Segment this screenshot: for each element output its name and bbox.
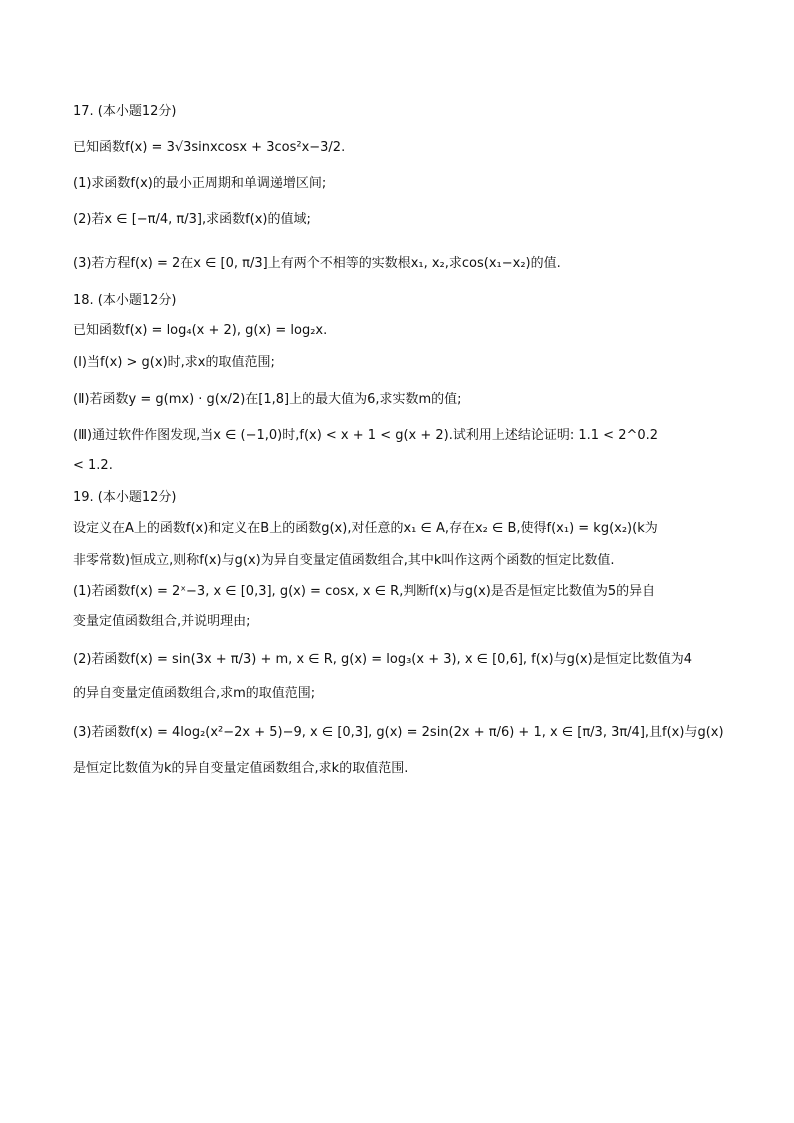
q19-intro-line-2: 非零常数)恒成立,则称f(x)与g(x)为异自变量定值函数组合,其中k叫作这两个函数的恒定比数值. — [73, 553, 615, 568]
q19-header: 19. (本小题12分) — [73, 490, 177, 505]
q18-part-2: (Ⅱ)若函数y = g(mx) · g(x/2)在[1,8]上的最大值为6,求实数m的值; — [73, 392, 462, 407]
q19-part-1-line-1: (1)若函数f(x) = 2ˣ−3, x ∈ [0,3], g(x) = cosx, x ∈ R,判断f(x)与g(x)是否是恒定比数值为5的异自 — [73, 584, 656, 599]
q18-header: 18. (本小题12分) — [73, 293, 177, 308]
q17-part-1: (1)求函数f(x)的最小正周期和单调递增区间; — [73, 176, 327, 191]
q17-header: 17. (本小题12分) — [73, 104, 177, 119]
q18-intro: 已知函数f(x) = log₄(x + 2), g(x) = log₂x. — [73, 323, 328, 338]
q17-part-3: (3)若方程f(x) = 2在x ∈ [0, π/3]上有两个不相等的实数根x₁, x₂,求cos(x₁−x₂)的值. — [73, 256, 561, 271]
q19-part-3-line-2: 是恒定比数值为k的异自变量定值函数组合,求k的取值范围. — [73, 761, 409, 776]
q17-part-2: (2)若x ∈ [−π/4, π/3],求函数f(x)的值域; — [73, 212, 311, 227]
q19-part-2-line-2: 的异自变量定值函数组合,求m的取值范围; — [73, 686, 316, 701]
q19-part-1-line-2: 变量定值函数组合,并说明理由; — [73, 614, 251, 629]
q19-part-3-line-1: (3)若函数f(x) = 4log₂(x²−2x + 5)−9, x ∈ [0,3], g(x) = 2sin(2x + π/6) + 1, x ∈ [π/3, 3π/4],且f(x)与g(x) — [73, 725, 724, 740]
q19-intro-line-1: 设定义在A上的函数f(x)和定义在B上的函数g(x),对任意的x₁ ∈ A,存在x₂ ∈ B,使得f(x₁) = kg(x₂)(k为 — [73, 521, 658, 536]
q18-part-3-line-2: < 1.2. — [73, 458, 113, 473]
q18-part-1: (Ⅰ)当f(x) > g(x)时,求x的取值范围; — [73, 355, 275, 370]
q18-part-3-line-1: (Ⅲ)通过软件作图发现,当x ∈ (−1,0)时,f(x) < x + 1 < g(x + 2).试利用上述结论证明: 1.1 < 2^0.2 — [73, 428, 659, 443]
q19-part-2-line-1: (2)若函数f(x) = sin(3x + π/3) + m, x ∈ R, g(x) = log₃(x + 3), x ∈ [0,6], f(x)与g(x)是恒定比数值为4 — [73, 652, 692, 667]
q17-intro: 已知函数f(x) = 3√3sinxcosx + 3cos²x−3/2. — [73, 140, 346, 155]
